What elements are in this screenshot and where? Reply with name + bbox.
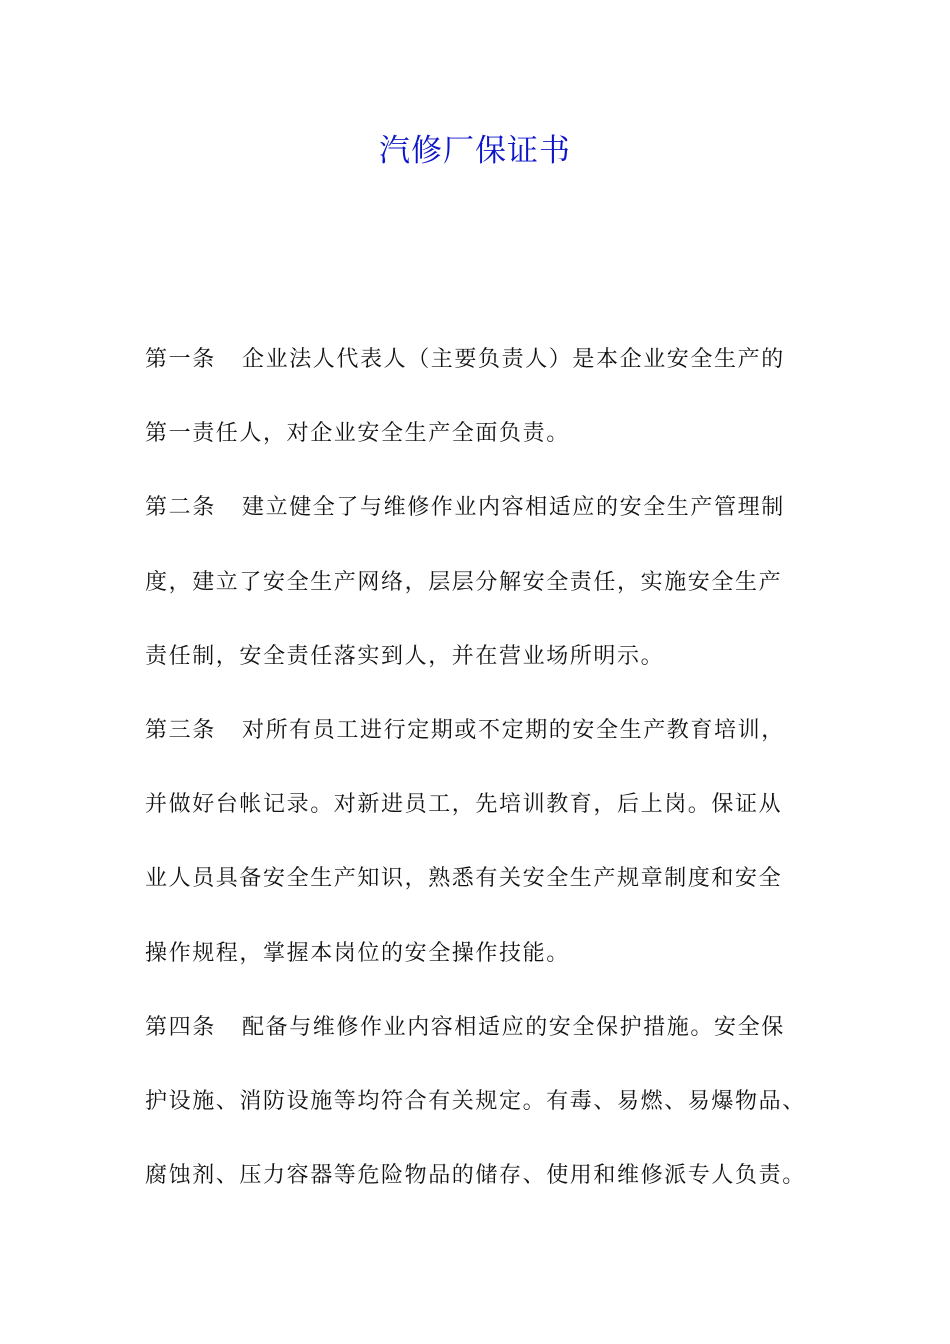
article-1-line-1 [145,335,835,409]
article-4-line-1 [145,1003,835,1077]
article-3-line-2 [145,780,835,854]
article-4-text-2: 护设施、消防设施等均符合有关规定。有毒、易燃、易爆物品、 [145,1088,806,1114]
article-3-text-3: 业人员具备安全生产知识，熟悉有关安全生产规章制度和安全 [145,866,783,892]
article-1-text-1: 企业法人代表人（主要负责人）是本企业安全生产的 [242,347,785,372]
document-title: 汽修厂保证书 [379,133,571,169]
article-2-label: 第二条 [145,495,216,521]
article-4-line-3 [145,1151,835,1225]
article-3-line-1 [145,706,835,780]
article-3-line-4 [145,929,835,1003]
article-4-label: 第四条 [145,1014,216,1040]
article-3-line-3 [145,854,835,928]
article-3-text-2: 并做好台帐记录。对新进员工，先培训教育，后上岗。保证从 [145,792,783,818]
document-body [145,335,835,1225]
article-2-line-3 [145,632,835,706]
article-2-line-2 [145,558,835,632]
article-3-label: 第三条 [145,717,216,743]
article-4-line-2 [145,1077,835,1151]
article-3-text-4: 操作规程，掌握本岗位的安全操作技能。 [145,940,570,966]
article-1-label: 第一条 [145,347,216,372]
article-2-text-2: 度，建立了安全生产网络，层层分解安全责任，实施安全生产 [145,569,783,595]
article-4-text-1: 配备与维修作业内容相适应的安全保护措施。安全保 [242,1014,785,1040]
article-1-text-2: 第一责任人，对企业安全生产全面负责。 [145,421,570,447]
article-3-text-1: 对所有员工进行定期或不定期的安全生产教育培训， [242,717,785,743]
article-2-text-1: 建立健全了与维修作业内容相适应的安全生产管理制 [242,495,785,521]
article-2-text-3: 责任制，安全责任落实到人，并在营业场所明示。 [145,643,665,669]
article-4-text-3: 腐蚀剂、压力容器等危险物品的储存、使用和维修派专人负责。 [145,1163,806,1189]
article-2-line-1 [145,483,835,557]
article-1-line-2 [145,409,835,483]
